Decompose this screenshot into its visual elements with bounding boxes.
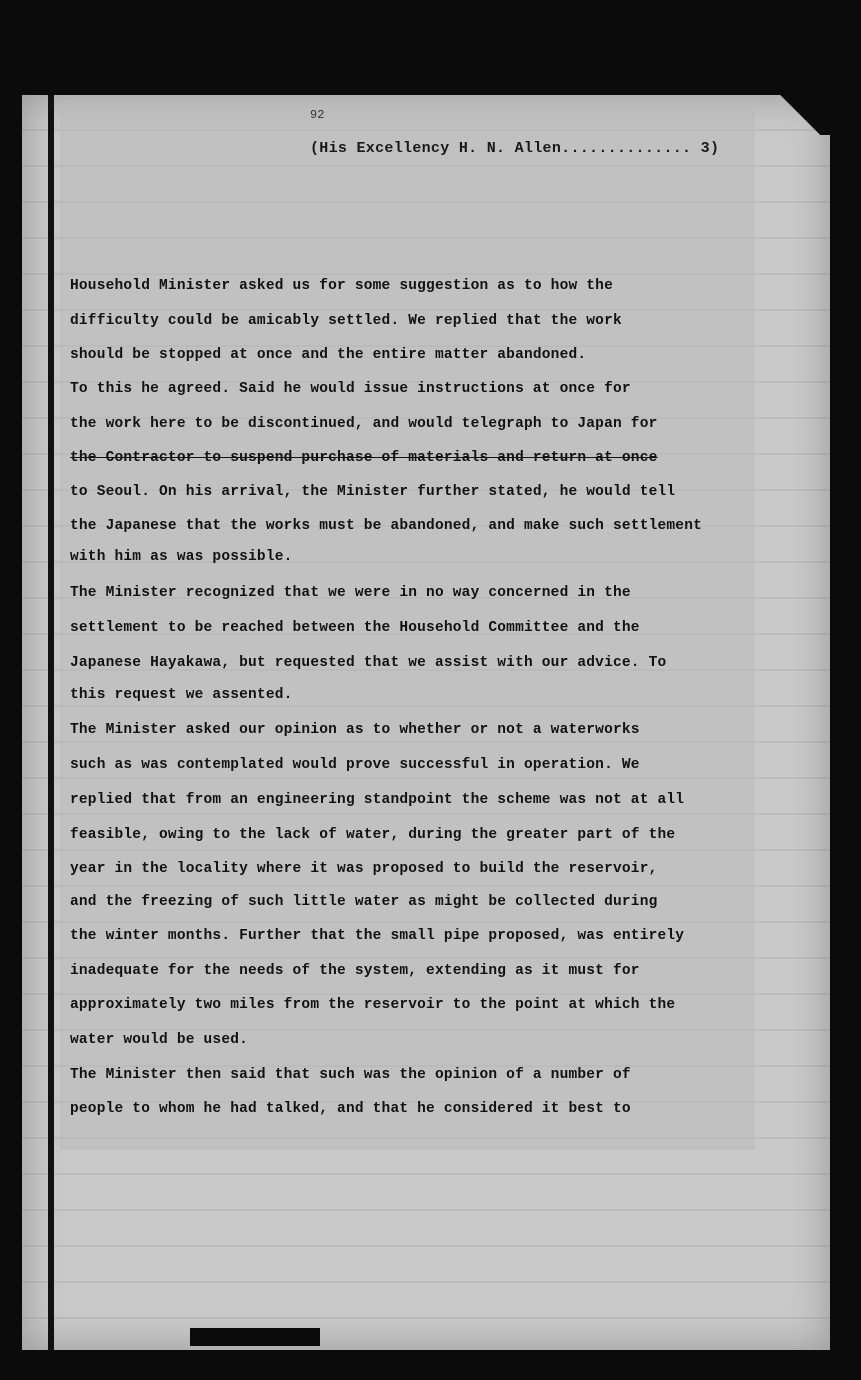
text-line: and the freezing of such little water as might be collected during [70,894,658,910]
text-line: water would be used. [70,1032,249,1048]
text-line: to Seoul. On his arrival, the Minister further stated, he would tell [70,484,676,500]
text-line: The Minister asked our opinion as to whether or not a waterworks [70,722,640,738]
text-line: the work here to be discontinued, and would telegraph to Japan for [70,416,658,432]
text-line: settlement to be reached between the Household Committee and the [70,620,640,636]
text-line: this request we assented. [70,687,293,703]
text-line: the Japanese that the works must be abandoned, and make such settlement [70,518,703,534]
text-line: approximately two miles from the reservoir to the point at which the [70,997,676,1013]
scan-artifact [190,1328,320,1346]
page-corner [770,95,830,135]
text-line: feasible, owing to the lack of water, during the greater part of the [70,827,676,843]
page-mark: 92 [310,108,325,122]
text-line: difficulty could be amicably settled. We replied that the work [70,313,622,329]
text-line: The Minister then said that such was the opinion of a number of [70,1067,631,1083]
text-line: people to whom he had talked, and that he considered it best to [70,1101,631,1117]
page-header: (His Excellency H. N. Allen.............. 3) [310,140,720,157]
text-line: To this he agreed. Said he would issue instructions at once for [70,381,631,397]
text-line: Japanese Hayakawa, but requested that we assist with our advice. To [70,655,667,671]
binding-edge [48,95,54,1350]
text-line: such as was contemplated would prove successful in operation. We [70,757,640,773]
text-line: replied that from an engineering standpoint the scheme was not at all [70,792,685,808]
text-line: the winter months. Further that the small pipe proposed, was entirely [70,928,685,944]
text-line: the Contractor to suspend purchase of materials and return at once [70,450,658,466]
text-line: inadequate for the needs of the system, extending as it must for [70,963,640,979]
text-line: The Minister recognized that we were in no way concerned in the [70,585,631,601]
text-line: Household Minister asked us for some suggestion as to how the [70,278,613,294]
text-line: should be stopped at once and the entire matter abandoned. [70,347,587,363]
text-line: with him as was possible. [70,549,293,565]
text-line: year in the locality where it was proposed to build the reservoir, [70,861,658,877]
